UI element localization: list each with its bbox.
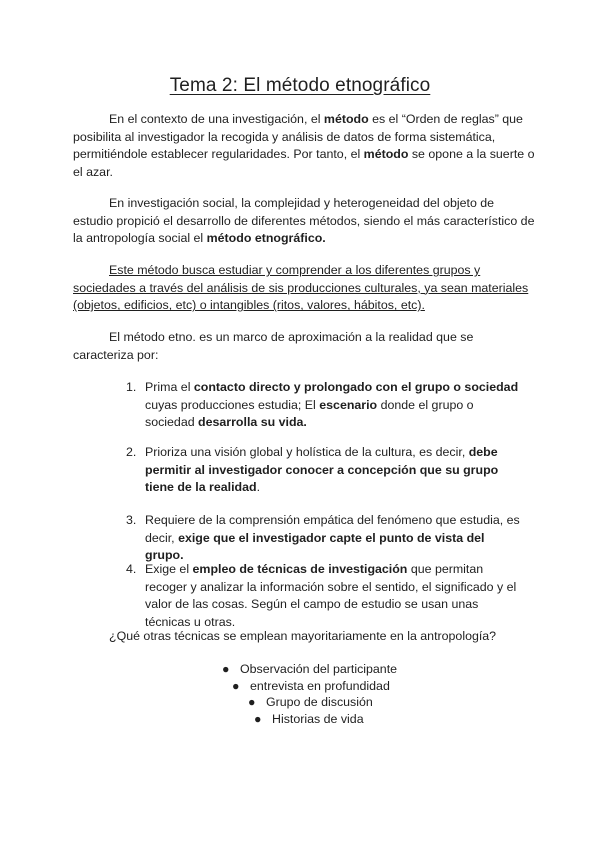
list-item: [126, 512, 524, 565]
list-number: 3.: [126, 513, 137, 527]
bullet-text: entrevista en profundidad: [250, 679, 390, 693]
paragraph-method-purpose: [73, 262, 535, 315]
text-run: Requiere de la comprensión empática del fenómeno que estudia, es decir,: [145, 513, 520, 545]
bullet-item: [248, 694, 373, 712]
bullet-text: Grupo de discusión: [266, 695, 373, 709]
bullet-icon: ●: [248, 695, 256, 709]
text-run: ¿Qué otras técnicas se emplean mayoritariamente en la antropología?: [109, 629, 497, 643]
bold-run: empleo de técnicas de investigación: [192, 562, 408, 576]
text-run: Prima el: [145, 380, 194, 394]
text-run: .: [256, 480, 261, 495]
text-run: El método etno. es un marco de aproximación a la realidad que se caracteriza por:: [73, 330, 474, 362]
text-run: donde el grupo o sociedad: [145, 397, 474, 430]
list-number: 4.: [126, 562, 137, 576]
paragraph-social-research: [73, 195, 535, 248]
list-item: [126, 379, 524, 432]
characteristics-list: [126, 561, 524, 631]
text-run: En investigación social, la complejidad y heterogeneidad del objeto de estudio propició el desarrollo de diferentes métodos, siendo el más característico de la antropología social el: [73, 196, 535, 246]
bullet-icon: ●: [254, 712, 262, 726]
bullet-text: Historias de vida: [272, 712, 364, 726]
bold-run: desarrolla su vida.: [198, 415, 307, 430]
list-number: 1.: [126, 380, 137, 394]
bold-run: método: [323, 112, 369, 126]
bold-run: método: [363, 147, 409, 162]
bullet-item: [222, 661, 397, 679]
characteristics-list: [126, 512, 524, 565]
bold-run: exige que el investigador capte el punto de vista del grupo.: [145, 530, 485, 563]
paragraph-method-intro: [73, 329, 535, 364]
bold-run: escenario: [319, 397, 378, 412]
bullet-icon: ●: [222, 662, 230, 676]
bold-run: método etnográfico.: [206, 231, 326, 246]
paragraph-question: [73, 628, 535, 646]
text-run: que permitan recoger y analizar la información sobre el sentido, el significado y el valor de las cosas. Según el campo de estudio se usan unas técnicas u otras.: [145, 562, 517, 629]
list-number: 2.: [126, 445, 137, 459]
text-run: es el “Orden de reglas” que posibilita al investigador la recogida y análisis de datos de forma sistemática, permitiéndole establecer regularidades. Por tanto, el: [73, 112, 523, 162]
list-item: [126, 561, 524, 631]
bullet-item: [254, 711, 364, 729]
text-run: cuyas producciones estudia; El: [145, 397, 320, 412]
text-run: se opone a la suerte o el azar.: [73, 147, 535, 179]
paragraph-definition: [73, 111, 535, 181]
characteristics-list: [126, 444, 524, 497]
page-title: Tema 2: El método etnográfico: [169, 75, 431, 96]
list-item: [126, 444, 524, 497]
bullet-text: Observación del participante: [240, 662, 398, 676]
bold-run: debe permitir al investigador conocer a concepción que su grupo tiene de la realidad: [145, 445, 499, 495]
bullet-icon: ●: [232, 679, 240, 693]
text-run: Este método busca estudiar y comprender a los diferentes grupos y sociedades a través del análisis de sis producciones culturales, ya sean materiales (objetos, edificios, etc) o intangibles (ritos, valores, hábitos, etc).: [73, 263, 529, 313]
text-run: Exige el: [145, 562, 193, 576]
bullet-item: [232, 678, 390, 696]
characteristics-list: [126, 379, 524, 432]
text-run: En el contexto de una investigación, el: [109, 112, 324, 126]
bold-run: contacto directo y prolongado con el grupo o sociedad: [193, 380, 519, 394]
text-run: Prioriza una visión global y holística de la cultura, es decir,: [145, 445, 469, 459]
